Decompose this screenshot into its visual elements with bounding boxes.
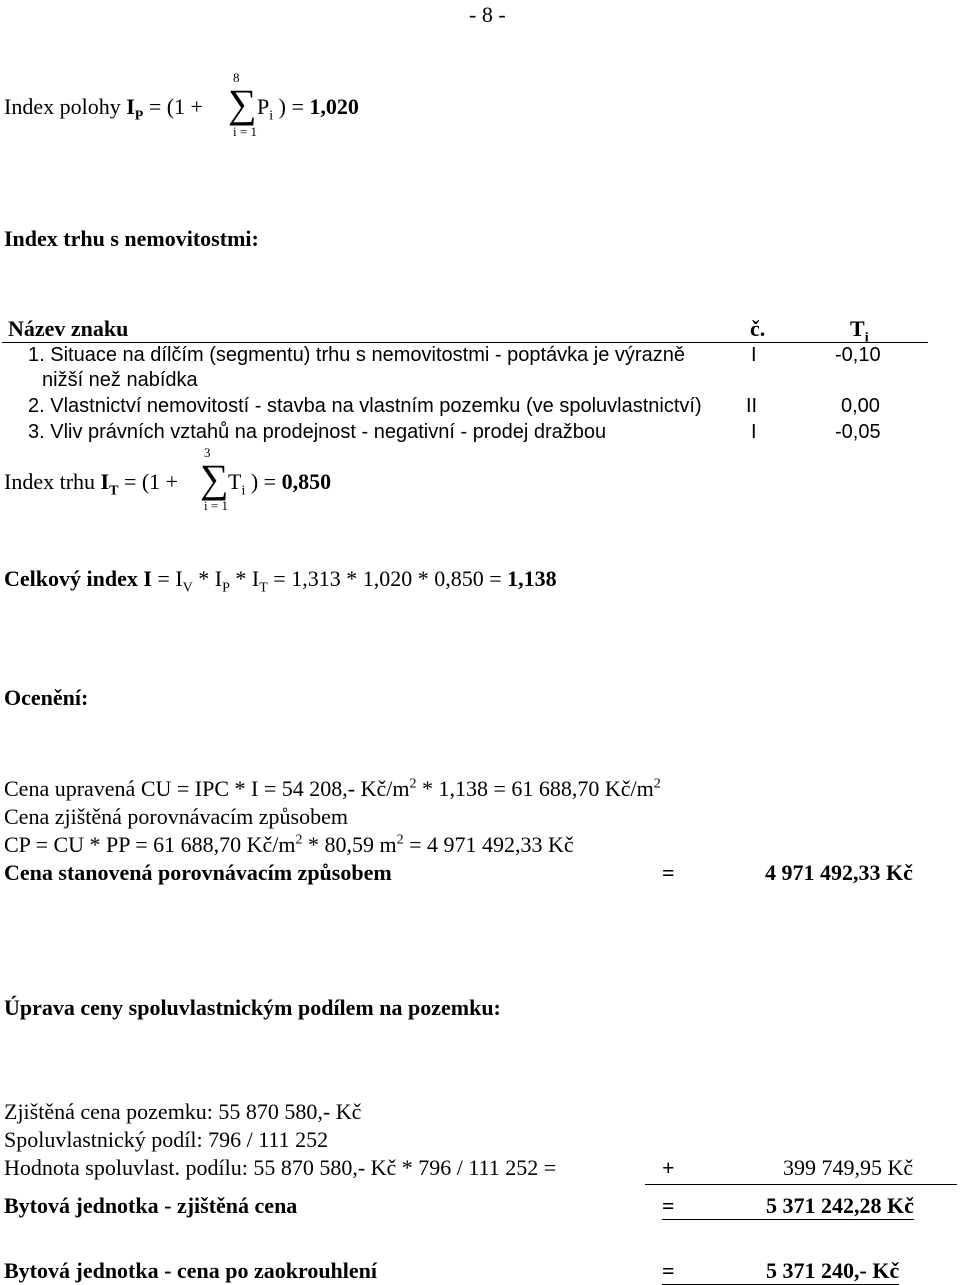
sum-sign-icon: ∑ [200,456,229,501]
cena-cp-b: * 80,59 m [302,832,397,857]
sum-lower-limit: i = 1 [233,124,257,139]
table-row-value: 0,00 [841,395,880,417]
celkovy-index [4,566,557,596]
cena-upravena-b: * 1,138 = 61 688,70 Kč/m [416,776,654,801]
index-polohy-label: Index polohy [4,94,127,119]
bytova-zjistena-value: 5 371 242,28 Kč [766,1193,914,1218]
table-head-name: Název znaku [8,316,129,341]
cena-cp [4,832,574,858]
index-trhu-heading: Index trhu s nemovitostmi: [4,226,259,251]
celkovy-sub-v: V [182,580,193,596]
oceneni-heading: Ocenění: [4,685,89,710]
cena-stanovena-label: Cena stanovená porovnávacím způsobem [4,860,392,885]
celkovy-sub-p: P [222,580,230,596]
table-divider [2,342,928,343]
celkovy-eq: = I [151,566,183,591]
bytova-zaokrouhleni-eq: = [662,1258,766,1285]
index-polohy-value: 1,020 [309,94,359,119]
sup: 2 [295,832,303,848]
table-head-no: č. [750,316,766,341]
page-number: - 8 - [469,2,506,27]
bytova-zaokrouhleni-value: 5 371 240,- Kč [766,1258,900,1283]
cena-zjistena-label: Cena zjištěná porovnávacím způsobem [4,804,348,829]
celkovy-m1: * I [192,566,223,591]
spoluvlastnicky-podil: Spoluvlastnický podíl: 796 / 111 252 [4,1127,329,1152]
index-trhu-value: 0,850 [281,469,332,494]
table-row-no: II [746,395,758,417]
sup: 2 [396,832,404,848]
sum-lower-limit: i = 1 [204,498,228,513]
formula-open: = (1 + [118,469,179,494]
celkovy-calc: = 1,313 * 1,020 * 0,850 = [267,566,508,591]
sup: 2 [409,776,417,792]
sum-upper-limit: 3 [204,445,211,460]
table-head-t-sub: i [864,330,869,346]
formula-close: ) = [245,469,282,494]
cena-stanovena-eq: = [662,860,675,885]
bytova-zaokrouhleni-label: Bytová jednotka - cena po zaokrouhlení [4,1258,378,1283]
celkovy-sub-t: T [259,580,268,596]
index-polohy-symbol: I [126,94,135,119]
hodnota-podilu-sign: + [662,1155,675,1180]
sum-term: T [228,469,242,494]
sup: 2 [653,776,661,792]
sum-upper-limit: 8 [233,70,240,85]
bytova-zjistena-label: Bytová jednotka - zjištěná cena [4,1193,298,1218]
index-polohy-sub: P [134,108,144,124]
celkovy-label: Celkový index I [4,566,152,591]
bytova-zjistena-eq: = [662,1193,766,1220]
cena-upravena-a: Cena upravená CU = IPC * I = 54 208,- Kč/m [4,776,410,801]
cena-upravena [4,776,661,802]
formula-open: = (1 + [143,94,203,119]
table-row-value: -0,05 [835,421,881,443]
table-head-t: T [850,316,865,341]
table-row: 1. Situace na dílčím (segmentu) trhu s nemovitostmi - poptávka je výrazně [28,344,685,366]
cena-cp-a: CP = CU * PP = 61 688,70 Kč/m [4,832,296,857]
celkovy-value: 1,138 [507,566,557,591]
table-row: 2. Vlastnictví nemovitostí - stavba na vlastním pozemku (ve spoluvlastnictví) [28,395,702,417]
index-trhu-sub: T [109,483,119,499]
sum-term: P [257,94,270,119]
sum-term-sub: i [269,108,274,124]
sum-line [645,1184,957,1185]
sum-term-sub: i [241,483,246,499]
cena-cp-c: = 4 971 492,33 Kč [403,832,574,857]
table-row-cont: nižší než nabídka [42,369,198,391]
table-row: 3. Vliv právních vztahů na prodejnost - negativní - prodej dražbou [28,421,607,443]
index-trhu-symbol: I [100,469,110,494]
table-row-value: -0,10 [835,344,881,366]
index-trhu-label: Index trhu [4,469,101,494]
hodnota-podilu-label: Hodnota spoluvlast. podílu: 55 870 580,- Kč * 796 / 111 252 = [4,1155,557,1180]
uprava-heading: Úprava ceny spoluvlastnickým podílem na pozemku: [4,995,501,1020]
formula-close: ) = [273,94,310,119]
cena-stanovena-value: 4 971 492,33 Kč [765,860,913,885]
hodnota-podilu-value: 399 749,95 Kč [783,1155,914,1180]
zjistena-cena-pozemku: Zjištěná cena pozemku: 55 870 580,- Kč [4,1099,362,1124]
table-row-no: I [751,344,757,366]
table-row-no: I [751,421,757,443]
sum-sign-icon: ∑ [228,81,257,126]
celkovy-m2: * I [229,566,260,591]
